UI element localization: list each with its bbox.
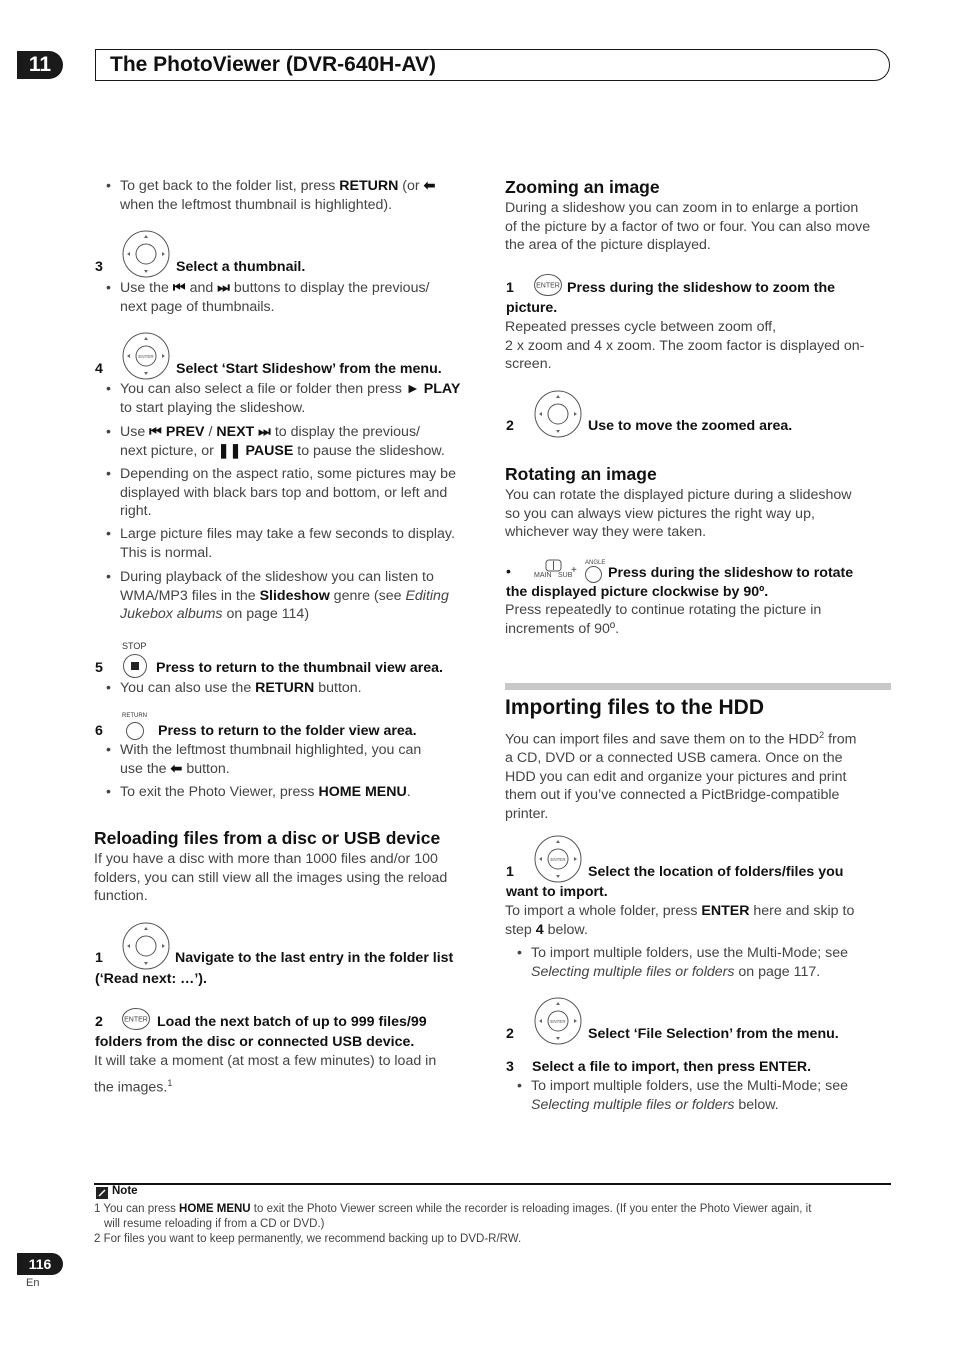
svg-text:ENTER: ENTER bbox=[536, 282, 560, 290]
section-heading: Zooming an image bbox=[505, 177, 660, 197]
step-text: Press during the slideshow to rotate bbox=[608, 565, 854, 581]
sub-label: SUB bbox=[558, 572, 573, 579]
page-title: The PhotoViewer (DVR-640H-AV) bbox=[110, 53, 436, 76]
step-text: picture. bbox=[506, 300, 558, 316]
svg-text:ENTER: ENTER bbox=[138, 354, 154, 359]
footnote: 1 You can press HOME MENU to exit the Photo Viewer screen while the recorder is reloading images. (If you enter the Photo Viewer again, it will resume reloading if from a CD or DVD.) bbox=[94, 1203, 812, 1230]
section-body: During a slideshow you can zoom in to enlarge a portion of the picture by a factor of two or four. You can also move the area of the picture displayed. bbox=[505, 200, 871, 253]
step-text: folders from the disc or connected USB device. bbox=[95, 1034, 415, 1050]
step-text: Load the next batch of up to 999 files/99 bbox=[157, 1014, 427, 1030]
enter-pad-icon bbox=[121, 331, 171, 381]
language-code: En bbox=[26, 1277, 40, 1289]
step-text: Press during the slideshow to zoom the bbox=[567, 280, 836, 296]
main-label: MAIN bbox=[534, 572, 552, 579]
step-number: 1 bbox=[506, 864, 514, 880]
list-item: • To import multiple folders, use the Multi-Mode; see Selecting multiple files or folders below. bbox=[531, 1077, 891, 1114]
enter-pad-icon bbox=[533, 996, 583, 1046]
step-text: Press to return to the folder view area. bbox=[158, 723, 417, 739]
direction-pad-icon bbox=[533, 389, 583, 439]
step-text: Press to return to the thumbnail view area. bbox=[156, 660, 443, 676]
return-button-icon bbox=[125, 721, 145, 741]
list-item: • Large picture files may take a few seconds to display. This is normal. bbox=[120, 525, 485, 562]
list-item: • Use ⏮ PREV / NEXT ⏭ to display the previous/ next picture, or ❚❚ PAUSE to pause the slideshow. bbox=[120, 423, 485, 460]
section-body: You can import files and save them on to the HDD$^2$ from a CD, DVD or a connected USB camera. Once on the HDD you can edit and organize your pictures and print them out if you’ve connected a PictBridge-compatible printer. bbox=[505, 730, 857, 822]
chapter-number: 11 bbox=[17, 51, 63, 79]
list-item: • With the leftmost thumbnail highlighted, you can use the ⬅ button. bbox=[120, 741, 485, 778]
stop-label: STOP bbox=[122, 641, 147, 651]
step-text: (‘Read next: …’). bbox=[95, 971, 207, 987]
list-item: • To get back to the folder list, press RETURN (or ⬅ when the leftmost thumbnail is highlighted). bbox=[120, 177, 485, 214]
step-body: Repeated presses cycle between zoom off, 2 x zoom and 4 x zoom. The zoom factor is displayed on- screen. bbox=[505, 319, 865, 372]
step-text: Use to move the zoomed area. bbox=[588, 418, 793, 434]
step-number: 4 bbox=[95, 361, 103, 377]
step-body: To import a whole folder, press ENTER here and skip to step 4 below. bbox=[505, 903, 855, 938]
step-number: 2 bbox=[95, 1014, 103, 1030]
list-item: • You can also select a file or folder then press ► PLAY to start playing the slideshow. bbox=[120, 380, 485, 417]
step-number: 6 bbox=[95, 723, 103, 739]
enter-pad-icon bbox=[533, 834, 583, 884]
section-heading: Reloading files from a disc or USB device bbox=[94, 828, 441, 848]
main-sub-button-icon bbox=[544, 559, 564, 573]
step-number: 3 bbox=[95, 259, 103, 275]
direction-pad-icon bbox=[121, 921, 171, 971]
step-number: 2 bbox=[506, 1026, 514, 1042]
note-icon bbox=[95, 1186, 109, 1200]
stop-button-icon bbox=[122, 653, 148, 679]
list-item: • During playback of the slideshow you can listen to WMA/MP3 files in the Slideshow genre (see Editing Jukebox albums on page 114) bbox=[120, 568, 485, 624]
note-label: Note bbox=[112, 1185, 138, 1197]
step-text: Select the location of folders/files you bbox=[588, 864, 844, 880]
list-item: • Use the ⏮ and ⏭ buttons to display the previous/ next page of thumbnails. bbox=[120, 279, 485, 316]
section-rule bbox=[505, 683, 891, 690]
list-item: • Depending on the aspect ratio, some pictures may be displayed with black bars top and bottom, or left and right. bbox=[120, 465, 485, 521]
note-rule bbox=[94, 1183, 891, 1185]
step-text: Select ‘Start Slideshow’ from the menu. bbox=[176, 361, 442, 377]
list-item: • To import multiple folders, use the Multi-Mode; see Selecting multiple files or folders on page 117. bbox=[531, 944, 891, 981]
step-text: Select ‘File Selection’ from the menu. bbox=[588, 1026, 839, 1042]
list-item: • You can also use the RETURN button. bbox=[120, 679, 485, 698]
enter-button-icon bbox=[533, 273, 563, 297]
bullet-dot: • bbox=[506, 563, 511, 579]
list-item: • To exit the Photo Viewer, press HOME MENU. bbox=[120, 783, 485, 802]
return-label: RETURN bbox=[122, 713, 147, 719]
step-text: Navigate to the last entry in the folder list bbox=[175, 950, 454, 966]
enter-button-icon bbox=[121, 1007, 151, 1031]
step-text: Select a thumbnail. bbox=[176, 259, 306, 275]
plus-sign: + bbox=[571, 565, 577, 576]
step-body: Press repeatedly to continue rotating the picture in increments of 90º. bbox=[505, 602, 822, 637]
section-heading: Rotating an image bbox=[505, 464, 657, 484]
footnote: 2 For files you want to keep permanently, we recommend backing up to DVD-R/RW. bbox=[94, 1233, 522, 1245]
page-number: 116 bbox=[17, 1253, 63, 1275]
step-number: 1 bbox=[95, 950, 103, 966]
svg-text:ENTER: ENTER bbox=[124, 1016, 148, 1024]
section-body: If you have a disc with more than 1000 files and/or 100 folders, you can still view all the images using the reload function. bbox=[94, 851, 448, 904]
svg-text:ENTER: ENTER bbox=[550, 857, 566, 862]
section-body: You can rotate the displayed picture during a slideshow so you can always view pictures the right way up, whichever way they were taken. bbox=[505, 487, 852, 540]
step-body: It will take a moment (at most a few minutes) to load in the images.$^1$ bbox=[94, 1053, 437, 1096]
direction-pad-icon bbox=[121, 229, 171, 279]
step-number: 2 bbox=[506, 418, 514, 434]
step-number: 5 bbox=[95, 660, 103, 676]
svg-text:ENTER: ENTER bbox=[550, 1019, 566, 1024]
step-number: 3 bbox=[506, 1059, 514, 1075]
step-number: 1 bbox=[506, 280, 514, 296]
step-text: the displayed picture clockwise by 90º. bbox=[506, 584, 769, 600]
step-text: want to import. bbox=[506, 884, 608, 900]
step-text: Select a file to import, then press ENTER. bbox=[532, 1059, 812, 1075]
section-heading: Importing files to the HDD bbox=[505, 696, 764, 719]
angle-label: ANGLE bbox=[585, 560, 606, 566]
